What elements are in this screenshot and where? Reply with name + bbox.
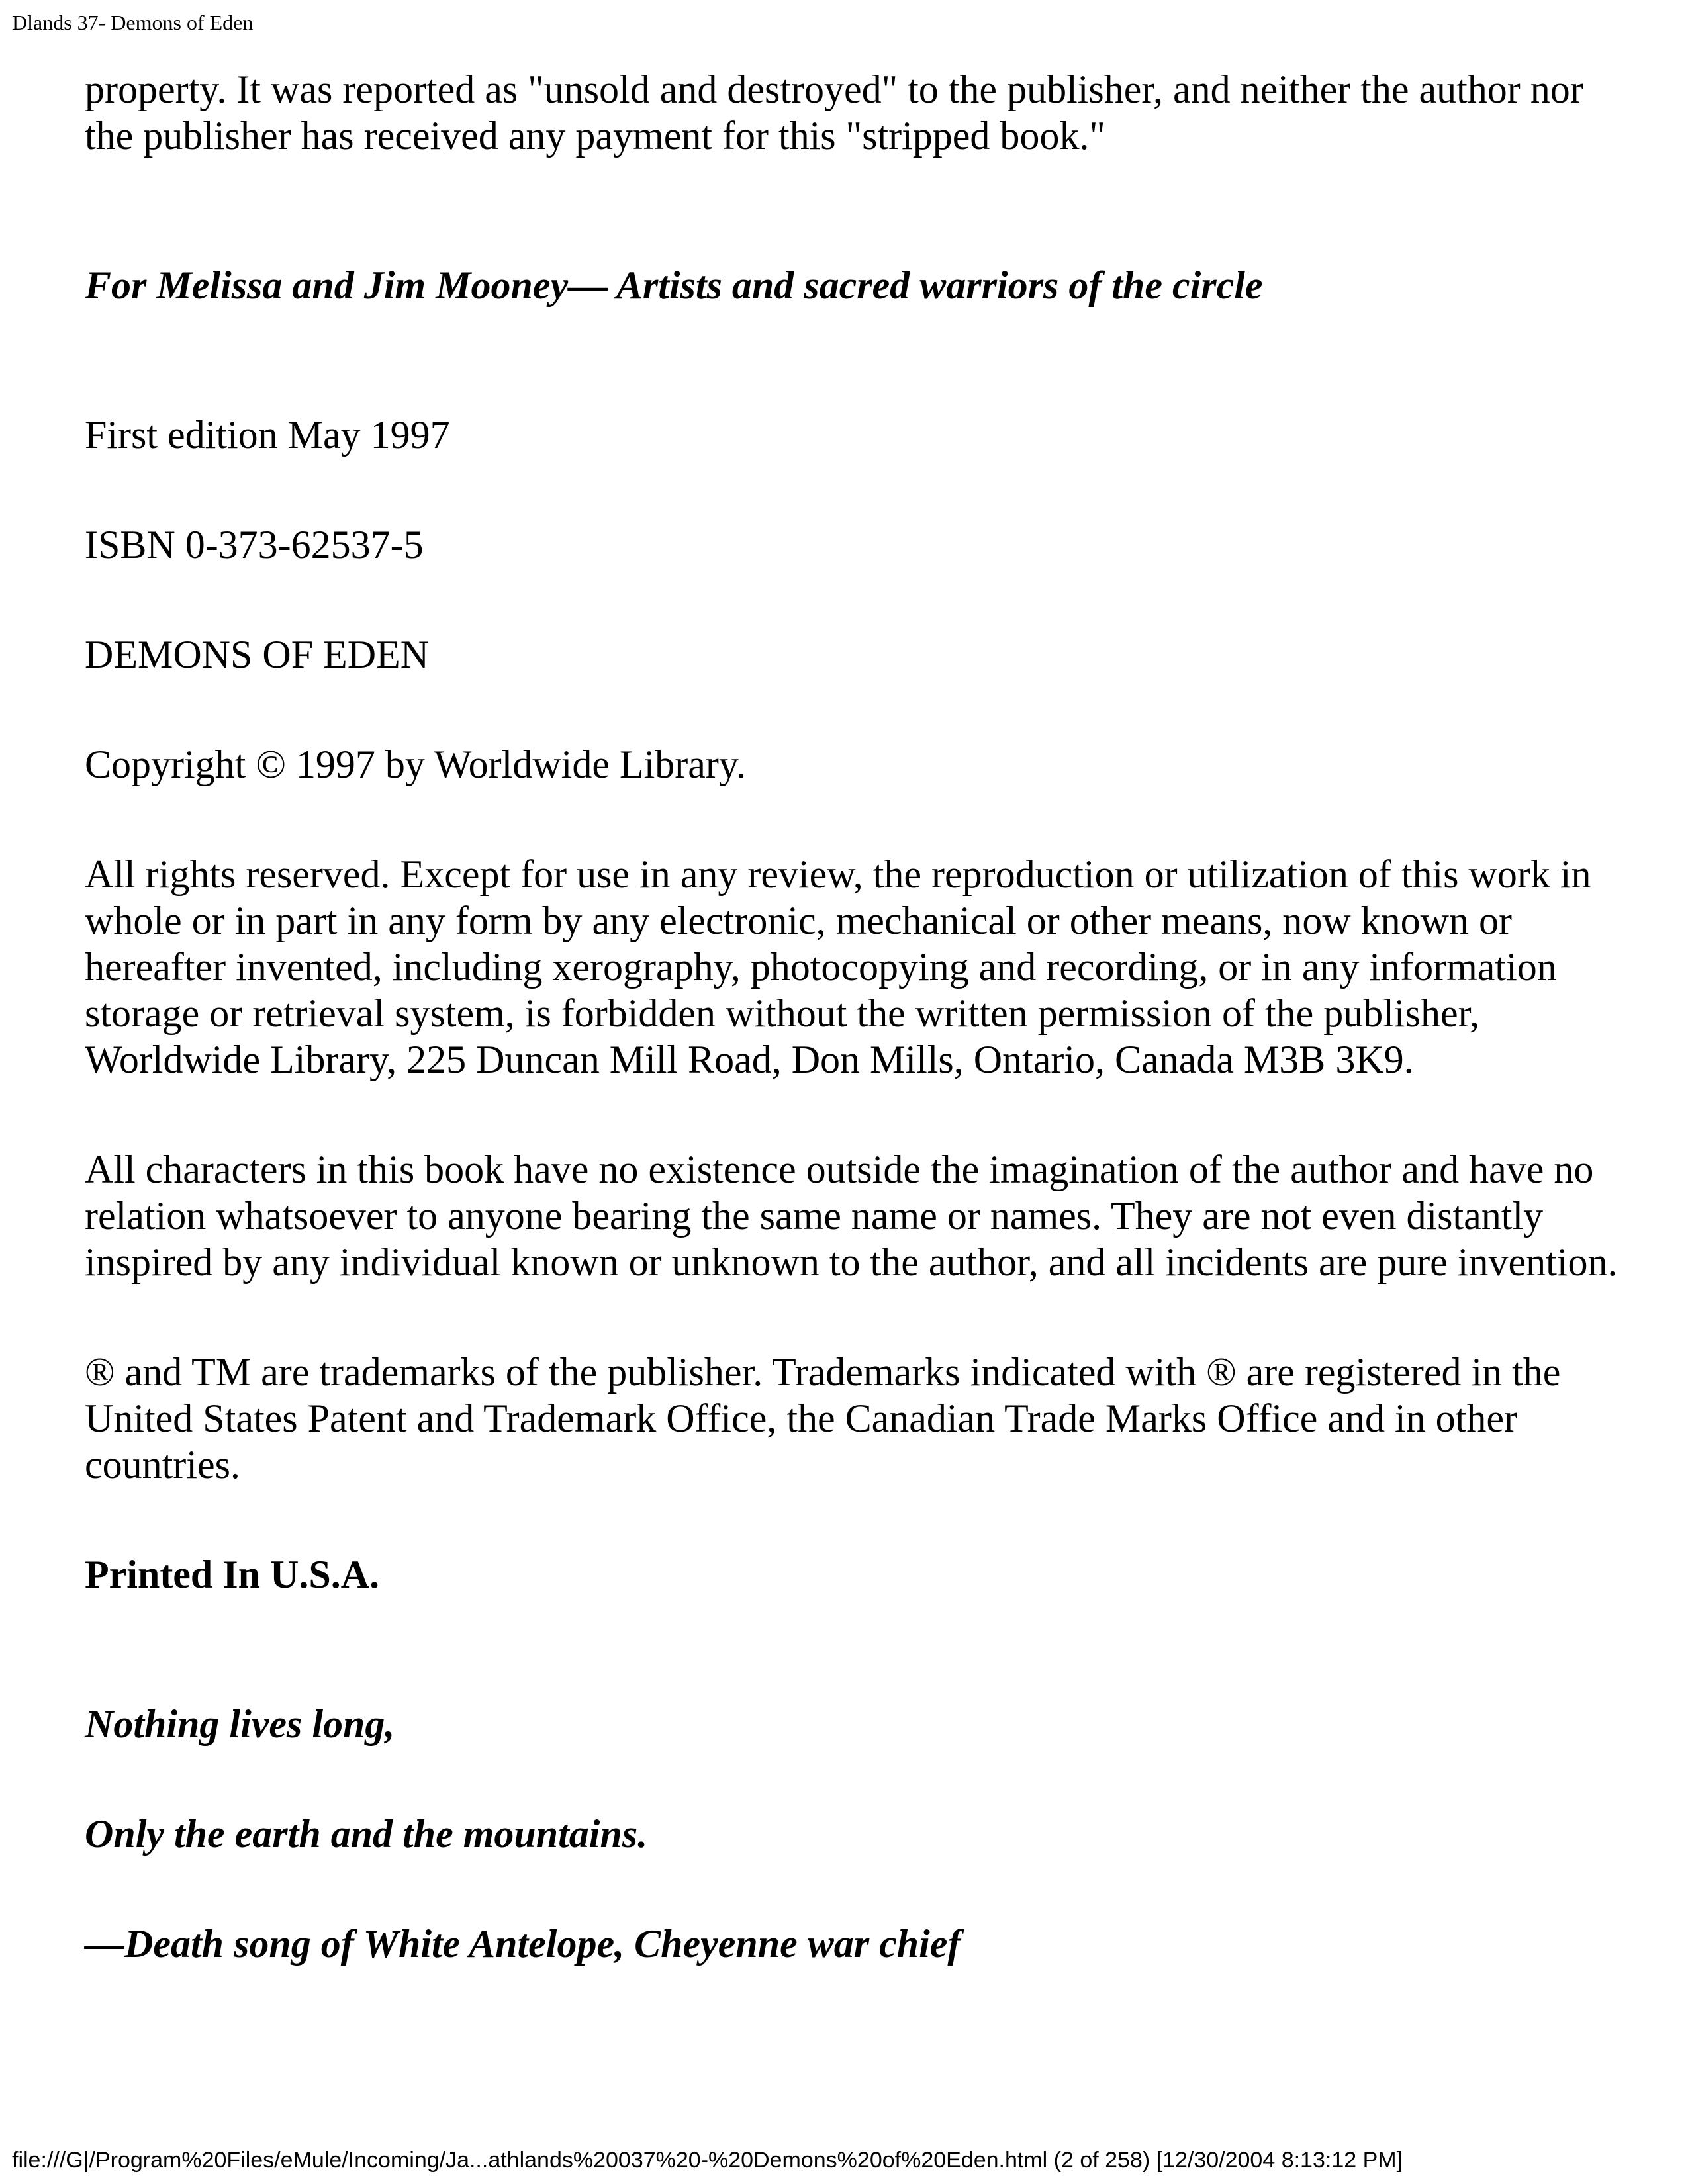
footer-file-path: file:///G|/Program%20Files/eMule/Incoming/Ja...athlands%20037%20-%20Demons%20of%20Eden.html (2 of 258) [12/30/2004 8:13:12 PM] xyxy=(12,2148,1403,2173)
stripped-book-notice: property. It was reported as "unsold and destroyed" to the publisher, and neither the author nor the publisher has received any payment for this "stripped book." xyxy=(85,68,1583,158)
edition-line: First edition May 1997 xyxy=(85,413,450,457)
rights-reserved-paragraph: All rights reserved. Except for use in any review, the reproduction or utilization of this work in whole or in part in any form by any electronic, mechanical or other means, now known or hereafter invented, including xerography, photocopying and recording, or in any information storage or retrieval system, is forbidden without the written permission of the publisher, Worldwide Library, 225 Duncan Mill Road, Don Mills, Ontario, Canada M3B 3K9. xyxy=(85,852,1591,1081)
dedication: For Melissa and Jim Mooney— Artists and sacred warriors of the circle xyxy=(85,263,1263,307)
fiction-disclaimer-paragraph: All characters in this book have no existence outside the imagination of the author and have no relation whatsoever to anyone bearing the same name or names. They are not even distantly inspired by any individual known or unknown to the author, and all incidents are pure invention. xyxy=(85,1148,1618,1284)
page-content xyxy=(85,66,1627,1967)
epigraph-attribution: —Death song of White Antelope, Cheyenne war chief xyxy=(85,1922,961,1966)
trademarks-paragraph: ® and TM are trademarks of the publisher. Trademarks indicated with ® are registered in the United States Patent and Trademark Office, the Canadian Trade Marks Office and in other countries. xyxy=(85,1350,1561,1486)
copyright-line: Copyright © 1997 by Worldwide Library. xyxy=(85,743,746,786)
epigraph-line-1: Nothing lives long, xyxy=(85,1702,395,1746)
isbn-line: ISBN 0-373-62537-5 xyxy=(85,523,424,567)
running-head-title: Dlands 37- Demons of Eden xyxy=(12,11,254,34)
epigraph-line-2: Only the earth and the mountains. xyxy=(85,1812,648,1856)
printed-in-line: Printed In U.S.A. xyxy=(85,1553,380,1596)
book-title: DEMONS OF EDEN xyxy=(85,633,430,676)
